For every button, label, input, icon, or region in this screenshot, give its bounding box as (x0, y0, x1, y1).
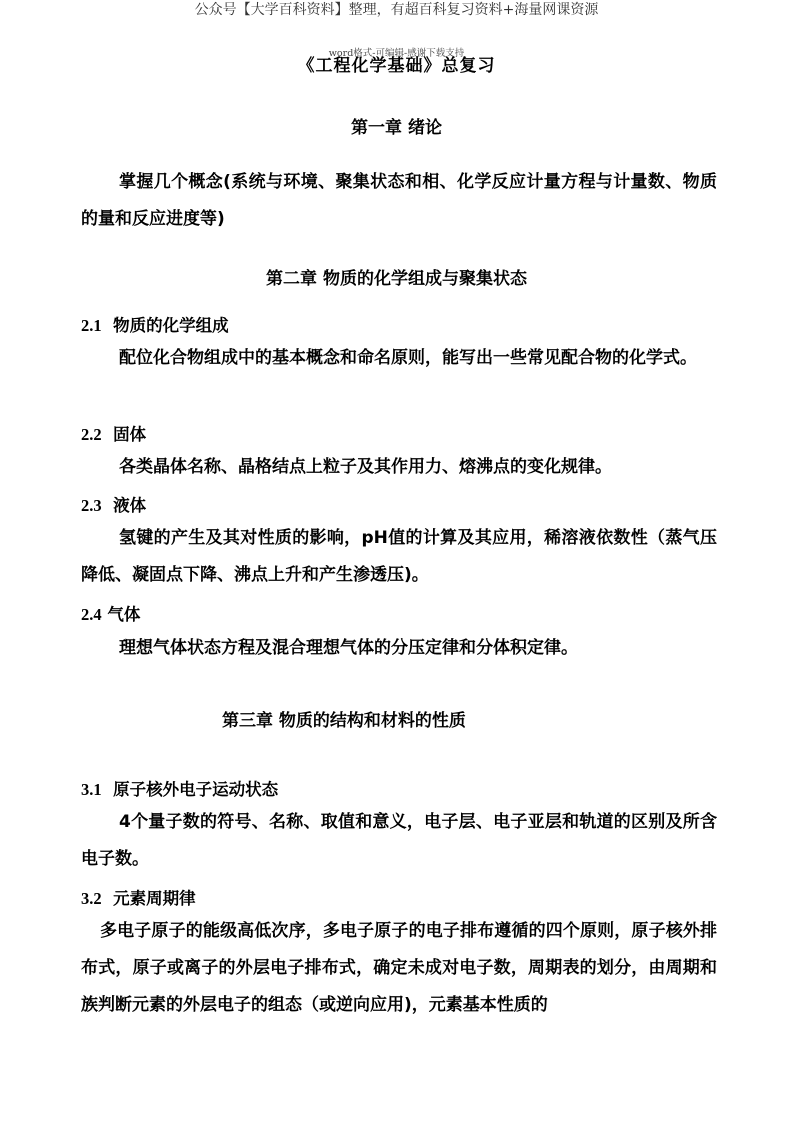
section-3-2-heading (81, 885, 196, 909)
section-2-3-heading (81, 492, 146, 516)
section-title: 元素周期律 (113, 889, 196, 908)
section-title: 固体 (113, 425, 147, 444)
section-title: 物质的化学组成 (113, 316, 229, 335)
section-3-1-paragraph: 4个量子数的符号、名称、取值和意义，电子层、电子亚层和轨道的区别及所含电子数。 (81, 812, 717, 869)
chapter-1-heading: 第一章 绪论 (351, 118, 442, 138)
section-2-1-heading (81, 312, 229, 336)
section-2-4-heading (81, 601, 140, 625)
section-3-1-heading (81, 776, 278, 800)
section-2-1-paragraph: 配位化合物组成中的基本概念和命名原则，能写出一些常见配合物的化学式。 (119, 348, 697, 368)
header-note: 公众号【大学百科资料】整理，有超百科复习资料+海量网课资源 (194, 2, 599, 18)
section-title: 原子核外电子运动状态 (113, 780, 279, 799)
section-number: 2.3 (81, 496, 102, 515)
section-2-4-paragraph: 理想气体状态方程及混合理想气体的分压定律和分体积定律。 (119, 638, 578, 658)
watermark: word格式-可编辑-感谢下载支持 (328, 48, 465, 59)
section-2-2-heading (81, 421, 146, 445)
section-number: 3.2 (81, 889, 102, 908)
section-number: 2.2 (81, 425, 102, 444)
chapter-3-heading: 第三章 物质的结构和材料的性质 (222, 711, 466, 731)
section-2-2-paragraph: 各类晶体名称、晶格结点上粒子及其作用力、熔沸点的变化规律。 (119, 457, 612, 477)
document-title: 《工程化学基础》总复习 (297, 56, 496, 76)
section-title: 气体 (107, 605, 141, 624)
section-number: 3.1 (81, 780, 102, 799)
section-3-2-paragraph: 多电子原子的能级高低次序，多电子原子的电子排布遵循的四个原则，原子核外排布式，原子或离子的外层电子排布式，确定未成对电子数，周期表的划分，由周期和族判断元素的外层电子的组态（或逆向应用)，元素基本性质的 (81, 921, 717, 1015)
chapter-2-heading: 第二章 物质的化学组成与聚集状态 (266, 269, 527, 289)
chapter-1-paragraph: 掌握几个概念(系统与环境、聚集状态和相、化学反应计量方程与计量数、物质的量和反应进度等) (81, 172, 717, 229)
section-title: 液体 (113, 496, 147, 515)
section-2-3-paragraph: 氢键的产生及其对性质的影响，pH值的计算及其应用，稀溶液依数性（蒸气压降低、凝固点下降、沸点上升和产生渗透压)。 (81, 528, 717, 585)
section-number: 2.4 (81, 605, 102, 624)
section-number: 2.1 (81, 316, 102, 335)
